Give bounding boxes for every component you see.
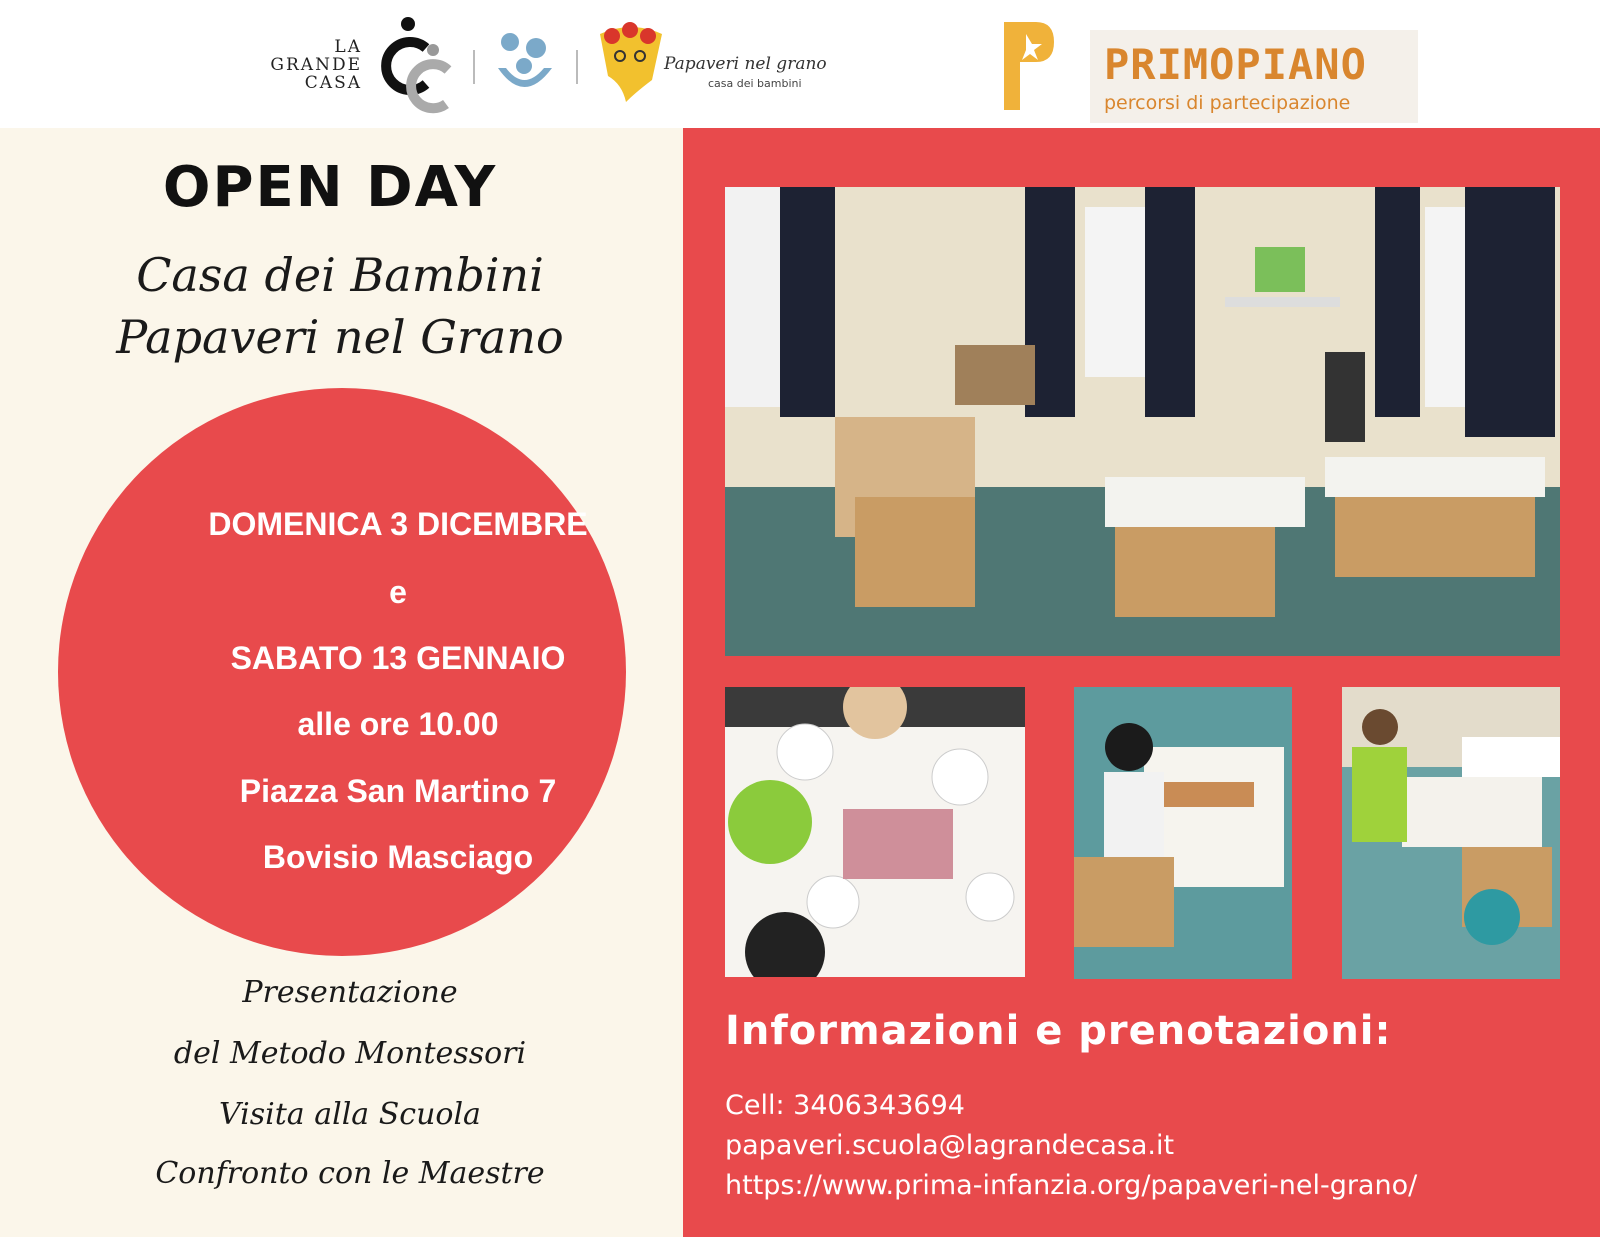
event-time: alle ore 10.00: [297, 706, 499, 742]
program-item: Confronto con le Maestre: [155, 1156, 545, 1191]
people-logo-icon: [492, 28, 556, 98]
la-grande-casa-logo-icon: [378, 14, 458, 114]
event-title: OPEN DAY: [162, 155, 498, 220]
partner-tagline: percorsi di partecipazione: [1104, 92, 1351, 114]
date-conjunction: e: [389, 574, 407, 610]
school-logo-name: Papaveri nel grano: [664, 54, 827, 74]
school-name-line-2: Papaveri nel Grano: [116, 310, 564, 364]
header: [0, 0, 1600, 128]
contact-phone: Cell: 3406343694: [725, 1090, 965, 1121]
primopiano-p-logo-icon: [1000, 18, 1056, 114]
org-name-line: LA: [334, 37, 362, 57]
date-circle: [58, 388, 626, 956]
program-item: del Metodo Montessori: [173, 1036, 527, 1071]
org-name-line: CASA: [304, 73, 362, 93]
program-item: Visita alla Scuola: [219, 1097, 481, 1132]
contact-email[interactable]: papaveri.scuola@lagrandecasa.it: [725, 1130, 1175, 1161]
event-city: Bovisio Masciago: [262, 839, 534, 875]
logo-separator: [576, 50, 578, 84]
program-item: Presentazione: [242, 975, 458, 1010]
logo-separator: [473, 50, 475, 84]
cylinder-activity-photo: [1074, 687, 1292, 979]
org-name-line: GRANDE: [270, 55, 362, 75]
beans-activity-photo: [725, 687, 1025, 977]
date-2: SABATO 13 GENNAIO: [230, 640, 566, 676]
school-name-line-1: Casa dei Bambini: [136, 248, 544, 302]
classroom-photo: [725, 187, 1560, 656]
event-address: Piazza San Martino 7: [239, 773, 557, 809]
org-name: [262, 38, 362, 92]
school-logo-subtitle: casa dei bambini: [708, 77, 802, 90]
info-title: Informazioni e prenotazioni:: [725, 1008, 1392, 1054]
contact-url[interactable]: https://www.prima-infanzia.org/papaveri-nel-grano/: [725, 1170, 1418, 1201]
partner-name: PRIMOPIANO: [1104, 40, 1367, 89]
papaveri-logo-icon: [596, 20, 666, 104]
primopiano-logo: [1090, 30, 1418, 123]
child-at-table-photo: [1342, 687, 1560, 979]
date-1: DOMENICA 3 DICEMBRE: [208, 506, 588, 542]
